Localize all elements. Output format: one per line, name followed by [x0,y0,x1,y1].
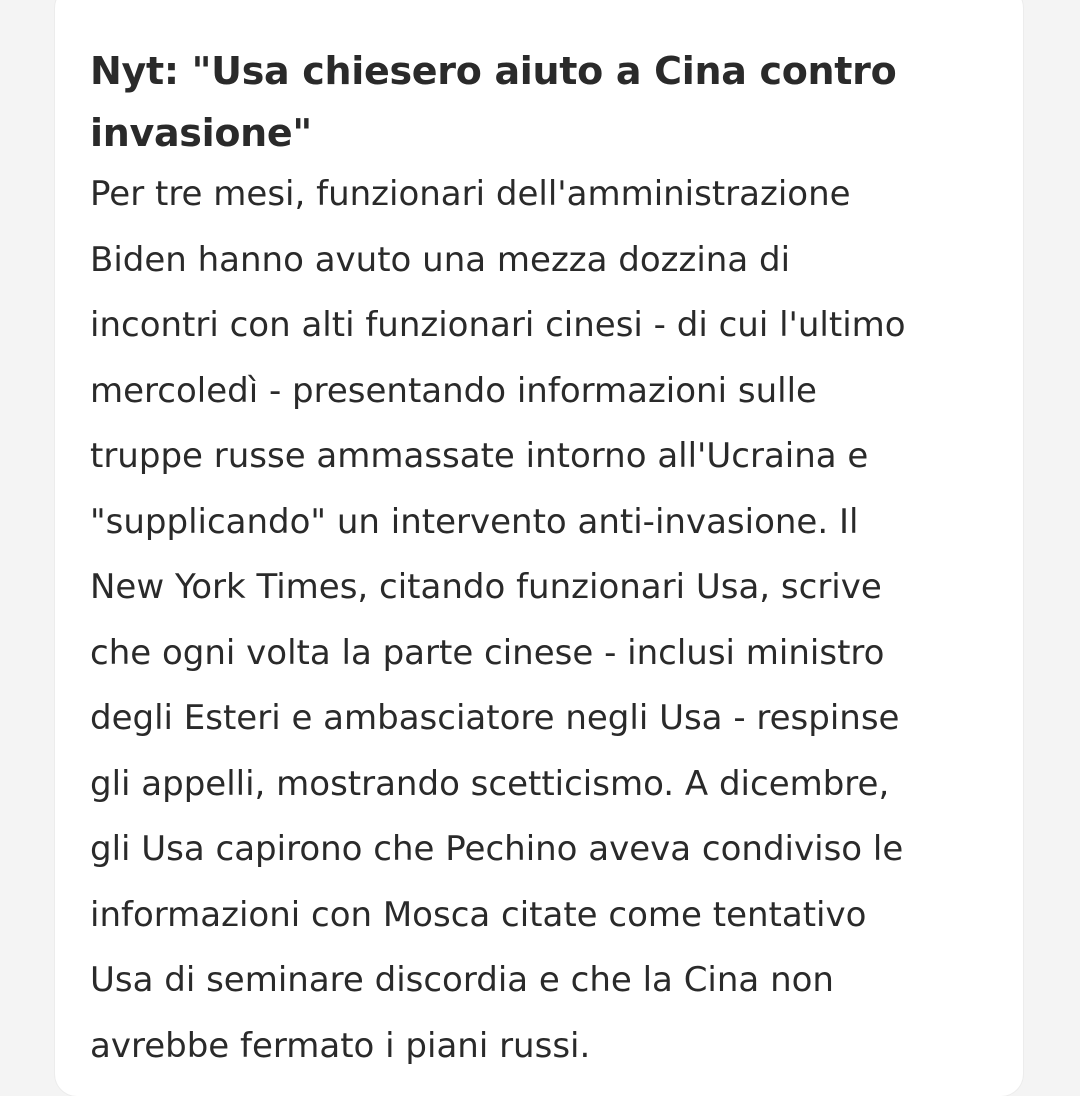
article-body-line: incontri con alti funzionari cinesi - di cui l'ultimo [90,305,906,345]
article-body-line: informazioni con Mosca citate come tentativo [90,894,867,935]
article-title-line: invasione" [90,111,312,155]
article-title[interactable] [90,40,990,164]
article-body-line: "supplicando" un intervento anti-invasione. Il [90,501,859,542]
article-body-line: gli Usa capirono che Pechino aveva condiviso le [90,829,904,869]
article-body-line: degli Esteri e ambasciatore negli Usa - respinse [90,698,900,738]
article-body-line: avrebbe fermato i piani russi. [90,1025,591,1066]
article-body-line: mercoledì - presentando informazioni sulle [90,370,817,411]
article-body-line: New York Times, citando funzionari Usa, scrive [90,567,882,607]
article-body-line: truppe russe ammassate intorno all'Ucraina e [90,436,869,476]
article-body-line: che ogni volta la parte cinese - inclusi ministro [90,632,885,673]
article-body-line: Per tre mesi, funzionari dell'amministrazione [90,174,851,214]
article-body-line: gli appelli, mostrando scetticismo. A dicembre, [90,763,890,804]
article-body-line: Usa di seminare discordia e che la Cina non [90,960,834,1000]
article-body-line: Biden hanno avuto una mezza dozzina di [90,239,791,280]
article-title-line: Nyt: "Usa chiesero aiuto a Cina contro [90,49,897,93]
article-body [90,162,1010,1079]
